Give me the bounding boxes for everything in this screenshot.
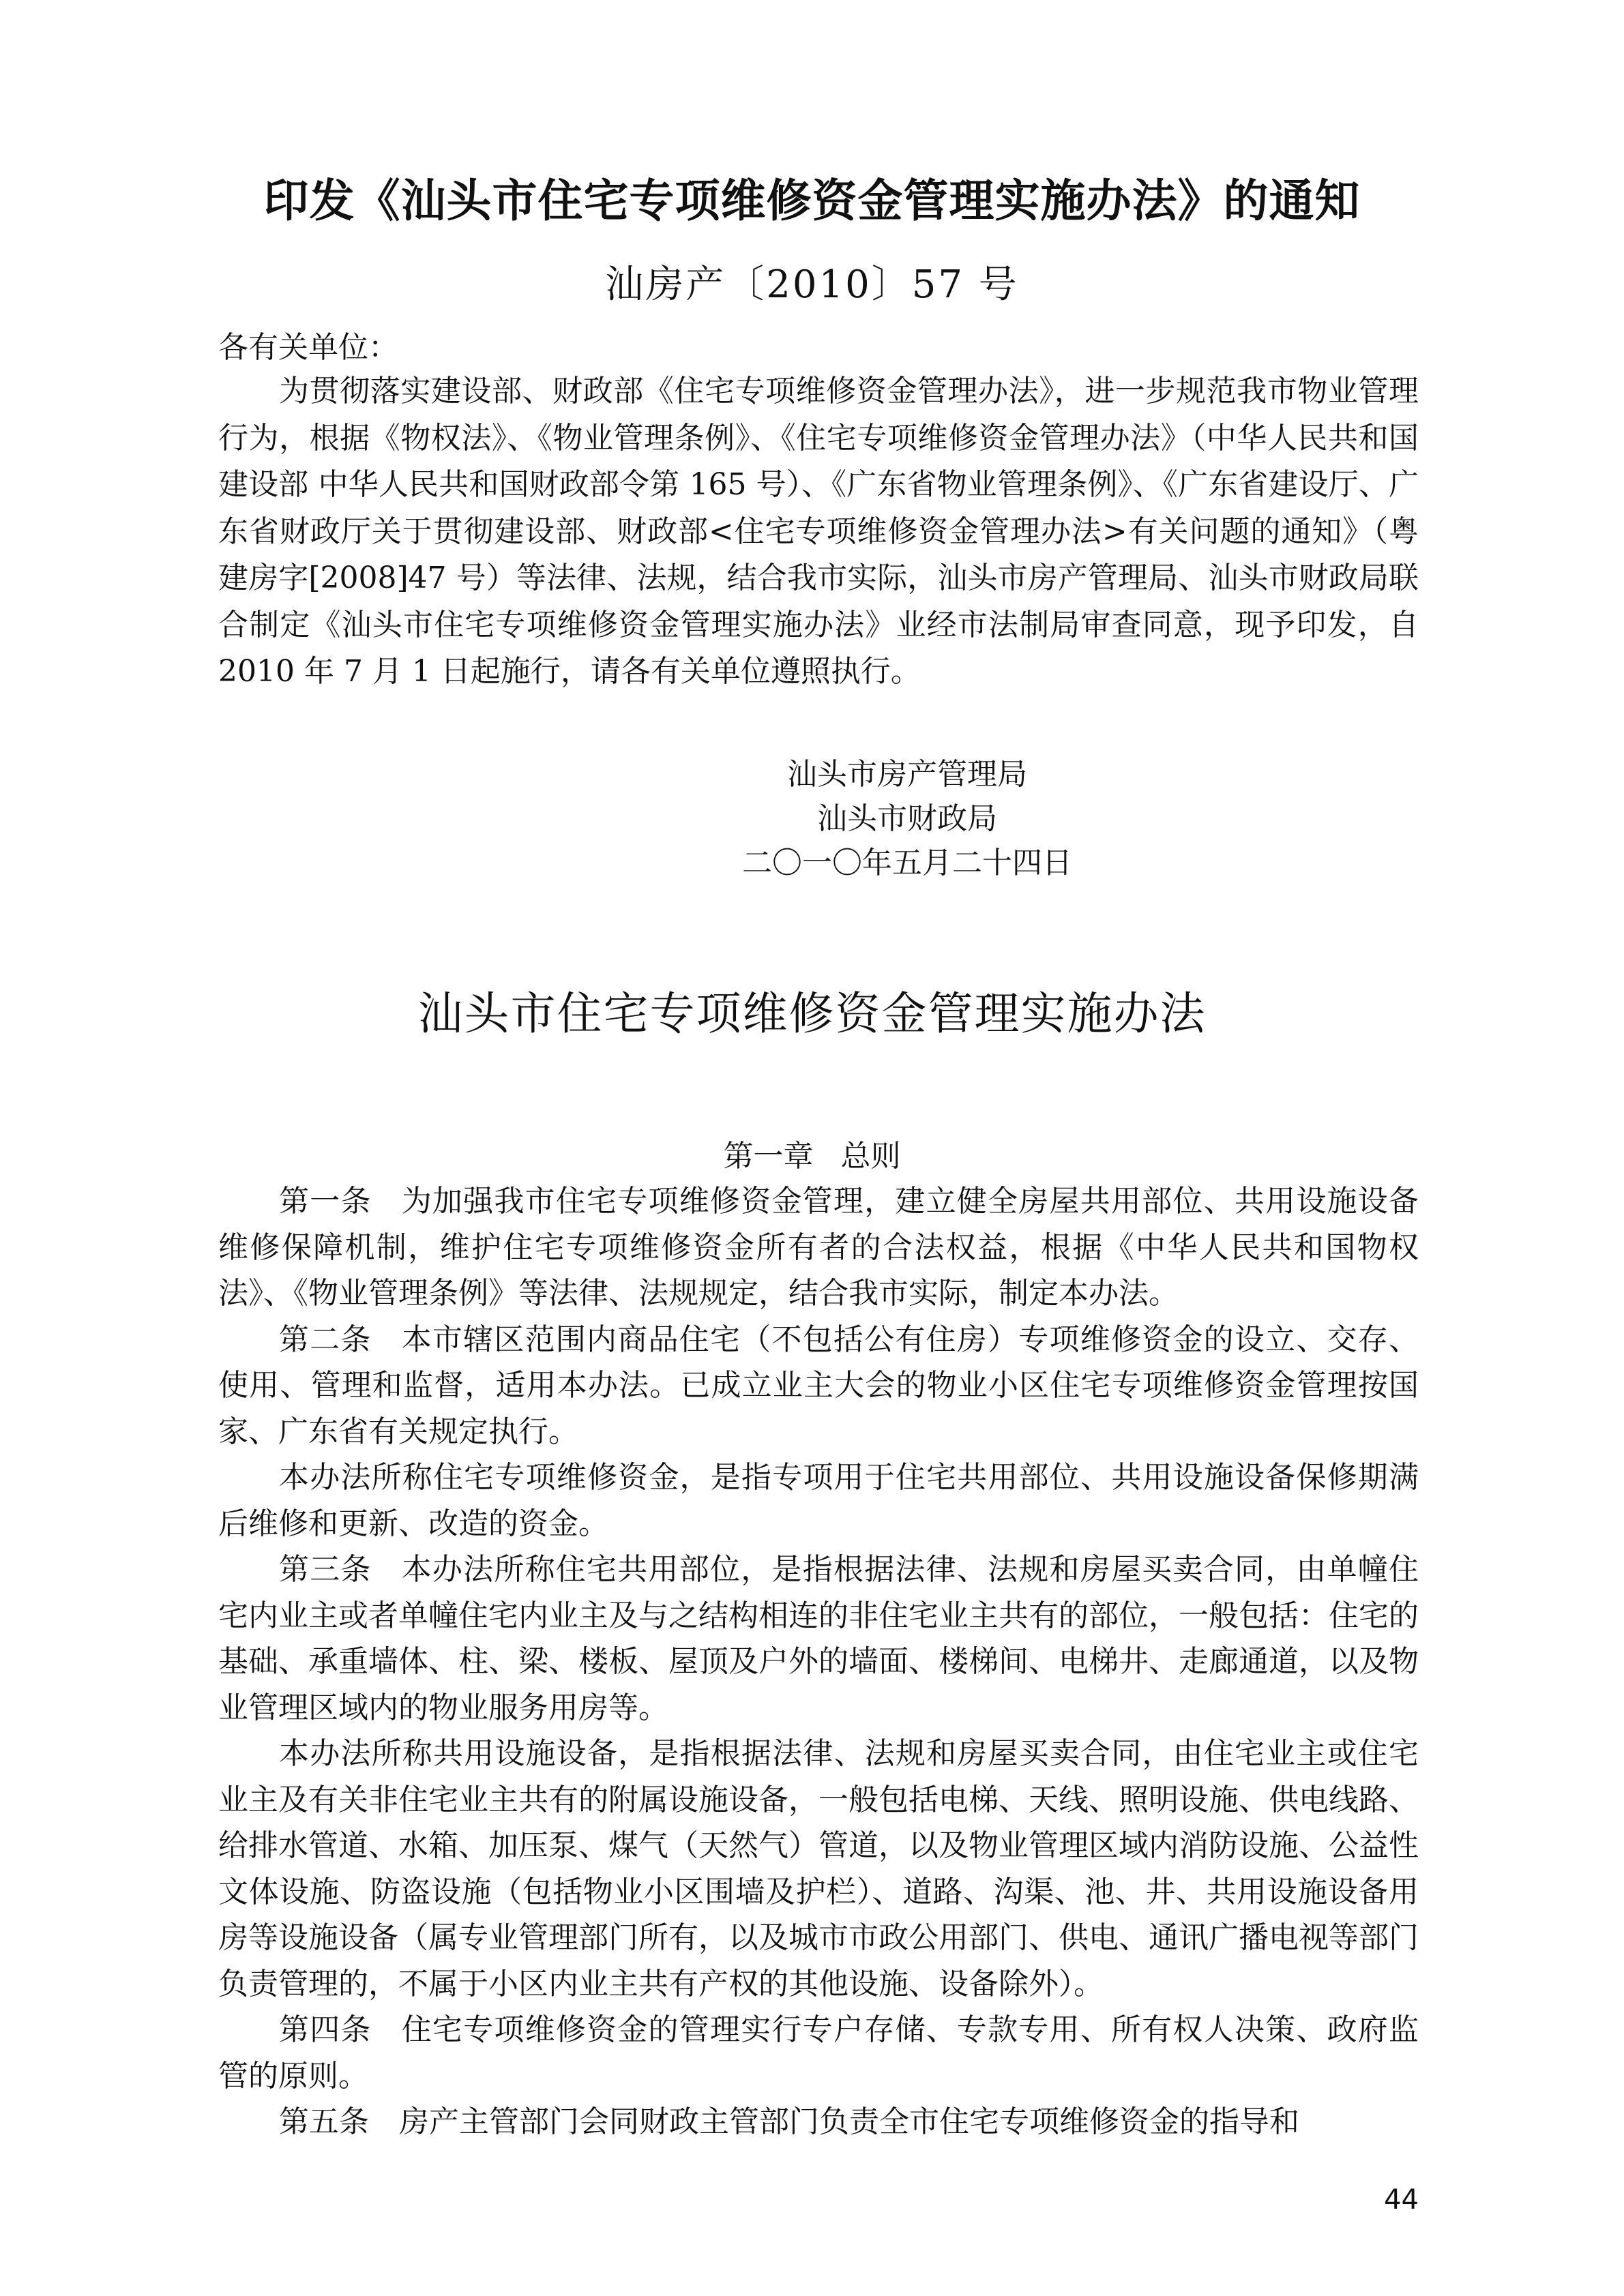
article-text: 本办法所称住宅专项维修资金，是指专项用于住宅共用部位、共用设施设备保修期满后维修和更新、改造的资金。 bbox=[218, 1460, 1419, 1541]
article-paragraph bbox=[218, 1455, 1419, 1547]
issue-date: 二〇一〇年五月二十四日 bbox=[742, 846, 1072, 880]
chapter-name: 总则 bbox=[840, 1139, 901, 1174]
article-paragraph bbox=[218, 1178, 1419, 1317]
article-paragraph bbox=[218, 1317, 1419, 1455]
article-text: 本办法所称住宅共用部位，是指根据法律、法规和房屋买卖合同，由单幢住宅内业主或者单幢住宅内业主及与之结构相连的非住宅业主共有的部位，一般包括：住宅的基础、承重墙体、柱、梁、楼板、屋顶及户外的墙面、楼梯间、电梯井、走廊通道，以及物业管理区域内的物业服务用房等。 bbox=[218, 1552, 1419, 1725]
article-paragraph bbox=[218, 2099, 1419, 2145]
document-number: 汕房产〔2010〕57 号 bbox=[605, 263, 1019, 307]
page-number: 44 bbox=[1384, 2184, 1419, 2216]
signatory-finance-bureau: 汕头市财政局 bbox=[817, 801, 997, 836]
article-number: 第二条 bbox=[279, 1322, 372, 1357]
addressee: 各有关单位： bbox=[218, 330, 398, 365]
signatory-housing-bureau: 汕头市房产管理局 bbox=[787, 757, 1027, 792]
regulation-title: 汕头市住宅专项维修资金管理实施办法 bbox=[417, 987, 1207, 1040]
chapter-number: 第一章 bbox=[723, 1139, 814, 1174]
article-text: 为加强我市住宅专项维修资金管理，建立健全房屋共用部位、共用设施设备维修保障机制，维护住宅专项维修资金所有者的合法权益，根据《中华人民共和国物权法》、《物业管理条例》等法律、法规规定，结合我市实际，制定本办法。 bbox=[218, 1184, 1419, 1311]
article-number: 第五条 bbox=[279, 2104, 369, 2139]
article-text: 住宅专项维修资金的管理实行专户存储、专款专用、所有权人决策、政府监管的原则。 bbox=[218, 2012, 1419, 2093]
notice-body: 为贯彻落实建设部、财政部《住宅专项维修资金管理办法》，进一步规范我市物业管理行为，根据《物权法》、《物业管理条例》、《住宅专项维修资金管理办法》（中华人民共和国建设部 中华人民共和国财政部令第 165 号）、《广东省物业管理条例》、《广东省建设厅、广东省财政厅关于贯彻建设部、财政部<住宅专项维修资金管理办法>有关问题的通知》（粤建房字[2008]47 号）等法律、法规，结合我市实际，汕头市房产管理局、汕头市财政局联合制定《汕头市住宅专项维修资金管理实施办法》业经市法制局审查同意，现予印发，自 2010 年 7 月 1 日起施行，请各有关单位遵照执行。 bbox=[218, 374, 1419, 689]
article-text: 本市辖区范围内商品住宅（不包括公有住房）专项维修资金的设立、交存、使用、管理和监督，适用本办法。已成立业主大会的物业小区住宅专项维修资金管理按国家、广东省有关规定执行。 bbox=[218, 1322, 1419, 1449]
article-text: 房产主管部门会同财政主管部门负责全市住宅专项维修资金的指导和 bbox=[399, 2104, 1299, 2139]
article-number: 第三条 bbox=[279, 1552, 372, 1587]
article-number: 第一条 bbox=[279, 1184, 372, 1219]
notice-title: 印发《汕头市住宅专项维修资金管理实施办法》的通知 bbox=[263, 175, 1361, 227]
article-paragraph bbox=[218, 2007, 1419, 2099]
article-paragraph bbox=[218, 1547, 1419, 1731]
article-paragraph bbox=[218, 1731, 1419, 2007]
article-text: 本办法所称共用设施设备，是指根据法律、法规和房屋买卖合同，由住宅业主或住宅业主及有关非住宅业主共有的附属设施设备，一般包括电梯、天线、照明设施、供电线路、给排水管道、水箱、加压泵、煤气（天然气）管道，以及物业管理区域内消防设施、公益性文体设施、防盗设施（包括物业小区围墙及护栏）、道路、沟渠、池、井、共用设施设备用房等设施设备（属专业管理部门所有，以及城市市政公用部门、供电、通讯广播电视等部门负责管理的，不属于小区内业主共有产权的其他设施、设备除外）。 bbox=[218, 1736, 1419, 2001]
chapter-heading bbox=[0, 1135, 1624, 1178]
article-number: 第四条 bbox=[279, 2012, 372, 2047]
regulation-body bbox=[218, 1178, 1419, 2145]
